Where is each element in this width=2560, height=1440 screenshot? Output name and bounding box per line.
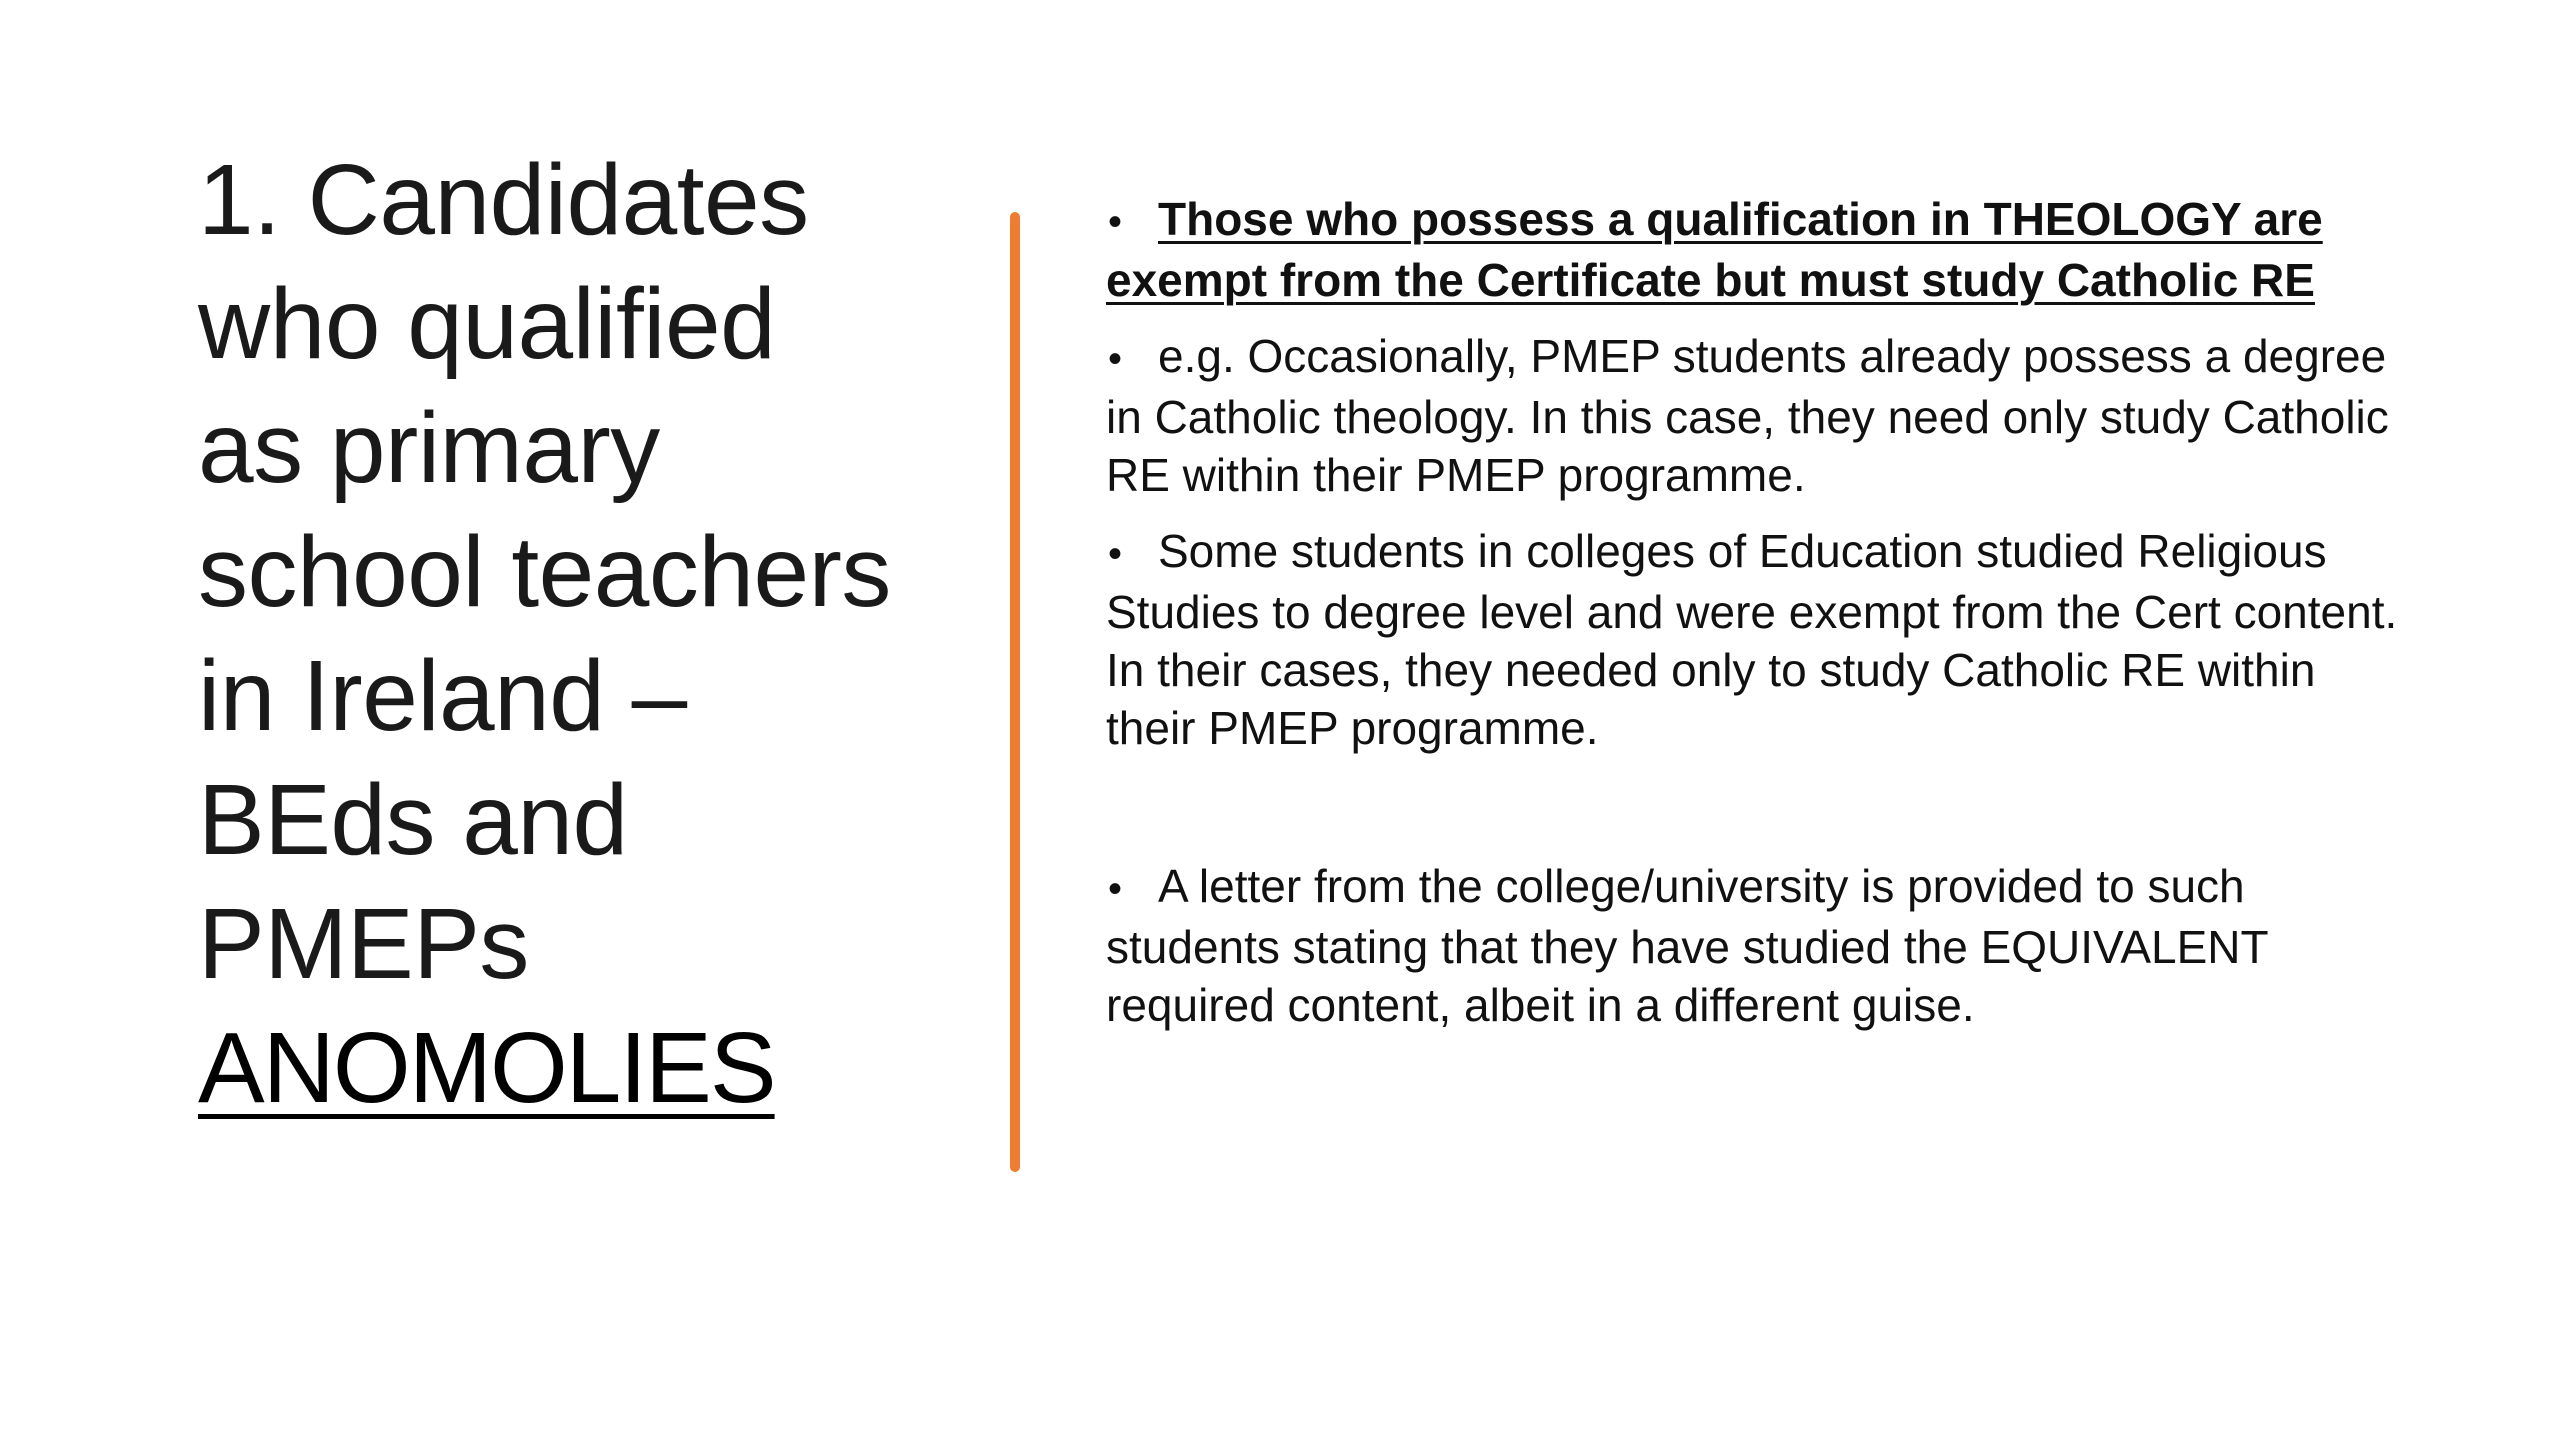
bullet-text-4: A letter from the college/university is provided to such students stating that they have studied the EQUIVALENT required content, albeit in a different guise.: [1106, 860, 2268, 1031]
title-line-1: 1. Candidates: [198, 144, 809, 256]
title-emphasis-line: [198, 1006, 978, 1130]
title-line-3: as primary: [198, 392, 660, 504]
bullet-mark: •: [1108, 200, 1123, 244]
bullet-text-2: e.g. Occasionally, PMEP students already possess a degree in Catholic theology. In this case, they need only study Catholic RE within their PMEP programme.: [1106, 330, 2389, 501]
bullet-mark: •: [1108, 337, 1123, 381]
title-line-4: school teachers: [198, 516, 891, 628]
title-line-2: who qualified: [198, 268, 776, 380]
title-line-5: in Ireland –: [198, 640, 687, 752]
bullet-item-4: [1106, 857, 2406, 1034]
bullet-text-1: Those who possess a qualification in THEOLOGY are exempt from the Certificate but must study Catholic RE: [1106, 193, 2323, 306]
title-emphasis: ANOMOLIES: [198, 1012, 775, 1124]
bullet-item-1: [1106, 190, 2406, 309]
title-line-7: PMEPs: [198, 888, 529, 1000]
slide-title: [198, 138, 978, 1130]
bullet-list: [1106, 190, 2406, 1052]
bullet-text-3: Some students in colleges of Education studied Religious Studies to degree level and were exempt from the Cert content. In their cases, they needed only to study Catholic RE within their PMEP programme.: [1106, 525, 2398, 754]
bullet-mark: •: [1108, 532, 1123, 576]
bullet-item-2: [1106, 327, 2406, 504]
bullet-mark: •: [1108, 867, 1123, 911]
vertical-divider: [1010, 212, 1020, 1172]
bullet-item-3: [1106, 522, 2406, 757]
title-line-6: BEds and: [198, 764, 628, 876]
